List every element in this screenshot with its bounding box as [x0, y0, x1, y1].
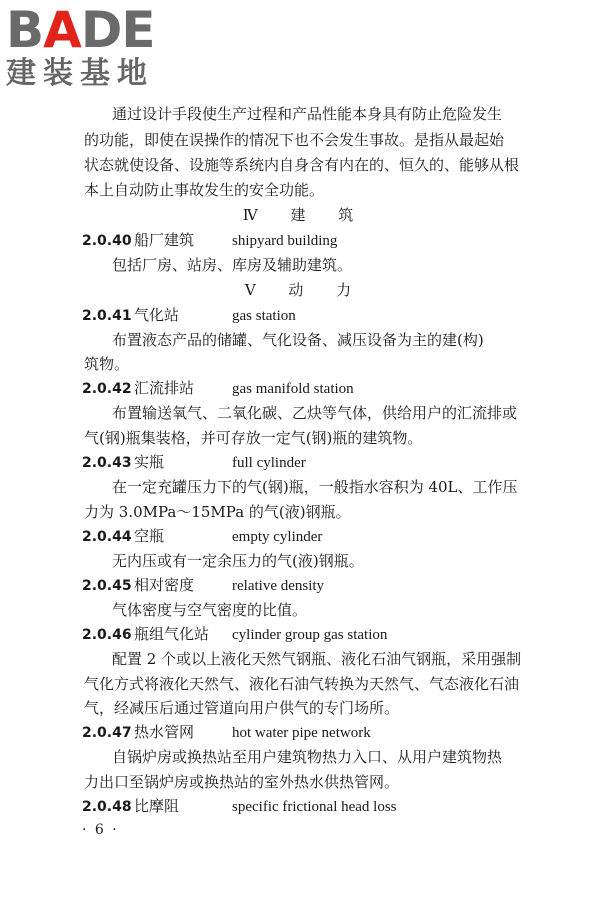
logo-wordmark — [6, 1, 176, 59]
term-number: 2.0.46 — [82, 627, 132, 643]
term-entry — [82, 796, 397, 816]
term-chinese: 汇流排站 — [134, 379, 195, 397]
term-number: 2.0.42 — [82, 381, 132, 397]
term-chinese: 比摩阻 — [134, 797, 180, 815]
logo-subtitle: 建装基地 — [6, 56, 154, 91]
bade-logo — [6, 1, 176, 96]
term-definition: 力出口至锅炉房或换热站的室外热水供热管网。 — [84, 773, 400, 791]
intro-line: 本上自动防止事故发生的安全功能。 — [84, 181, 325, 199]
term-definition: 气化方式将液化天然气、液化石油气转换为天然气、气态液化石油 — [84, 675, 520, 693]
term-number: 2.0.43 — [82, 455, 132, 471]
intro-line: 通过设计手段使生产过程和产品性能本身具有防止危险发生 — [112, 105, 503, 123]
term-english: gas manifold station — [232, 381, 354, 397]
term-chinese: 相对密度 — [134, 576, 195, 594]
term-entry — [82, 378, 354, 398]
term-chinese: 实瓶 — [134, 453, 165, 471]
term-number: 2.0.47 — [82, 725, 132, 741]
term-number: 2.0.41 — [82, 308, 132, 324]
term-definition: 自锅炉房或换热站至用户建筑物热力入口、从用户建筑物热 — [112, 748, 503, 766]
logo-letter-a: A — [43, 1, 81, 59]
term-definition: 无内压或有一定余压力的气(液)钢瓶。 — [112, 552, 364, 570]
term-english: gas station — [232, 308, 296, 324]
term-chinese: 瓶组气化站 — [134, 625, 210, 643]
term-chinese: 气化站 — [134, 306, 180, 324]
intro-line: 状态就使设备、设施等系统内自身含有内在的、恒久的、能够从根 — [84, 156, 520, 174]
logo-letter-b: B — [6, 1, 44, 59]
section-heading-building: Ⅳ 建 筑 — [242, 206, 368, 224]
term-entry — [82, 452, 306, 472]
term-number: 2.0.48 — [82, 799, 132, 815]
term-entry — [82, 624, 387, 644]
term-english: hot water pipe network — [232, 725, 371, 741]
term-english: shipyard building — [232, 233, 338, 249]
term-number: 2.0.44 — [82, 529, 132, 545]
term-definition: 包括厂房、站房、库房及辅助建筑。 — [112, 256, 353, 274]
term-entry — [82, 722, 371, 742]
term-number: 2.0.45 — [82, 578, 132, 594]
term-english: relative density — [232, 578, 325, 594]
term-entry — [82, 305, 296, 325]
term-definition: 在一定充罐压力下的气(钢)瓶，一般指水容积为 40L、工作压 — [112, 478, 518, 496]
term-definition: 筑物。 — [84, 355, 130, 373]
term-definition: 气体密度与空气密度的比值。 — [112, 601, 308, 619]
term-definition: 配置 2 个或以上液化天然气钢瓶、液化石油气钢瓶，采用强制 — [112, 650, 522, 668]
term-definition: 力为 3.0MPa～15MPa 的气(液)钢瓶。 — [84, 503, 351, 521]
term-chinese: 空瓶 — [134, 527, 165, 545]
term-definition: 布置输送氧气、二氧化碳、乙炔等气体，供给用户的汇流排或 — [112, 404, 518, 422]
term-english: cylinder group gas station — [232, 627, 388, 643]
term-chinese: 热水管网 — [134, 723, 195, 741]
term-entry — [82, 230, 337, 250]
term-definition: 布置液态产品的储罐、气化设备、减压设备为主的建(构) — [112, 331, 484, 349]
term-number: 2.0.40 — [82, 233, 132, 249]
intro-line: 的功能，即使在误操作的情况下也不会发生事故。是指从最起始 — [84, 131, 505, 149]
term-definition: 气(钢)瓶集装格，并可存放一定气(钢)瓶的建筑物。 — [84, 429, 423, 447]
term-entry — [82, 526, 322, 546]
term-english: full cylinder — [232, 455, 306, 471]
term-entry — [82, 575, 324, 595]
page-number: · 6 · — [82, 822, 119, 838]
term-definition: 气，经减压后通过管道向用户供气的专门场所。 — [84, 699, 400, 717]
section-heading-power: Ⅴ 动 力 — [244, 281, 366, 299]
term-english: empty cylinder — [232, 529, 323, 545]
logo-letters-de: DE — [80, 1, 155, 59]
term-english: specific frictional head loss — [232, 799, 397, 815]
term-chinese: 船厂建筑 — [134, 231, 195, 249]
